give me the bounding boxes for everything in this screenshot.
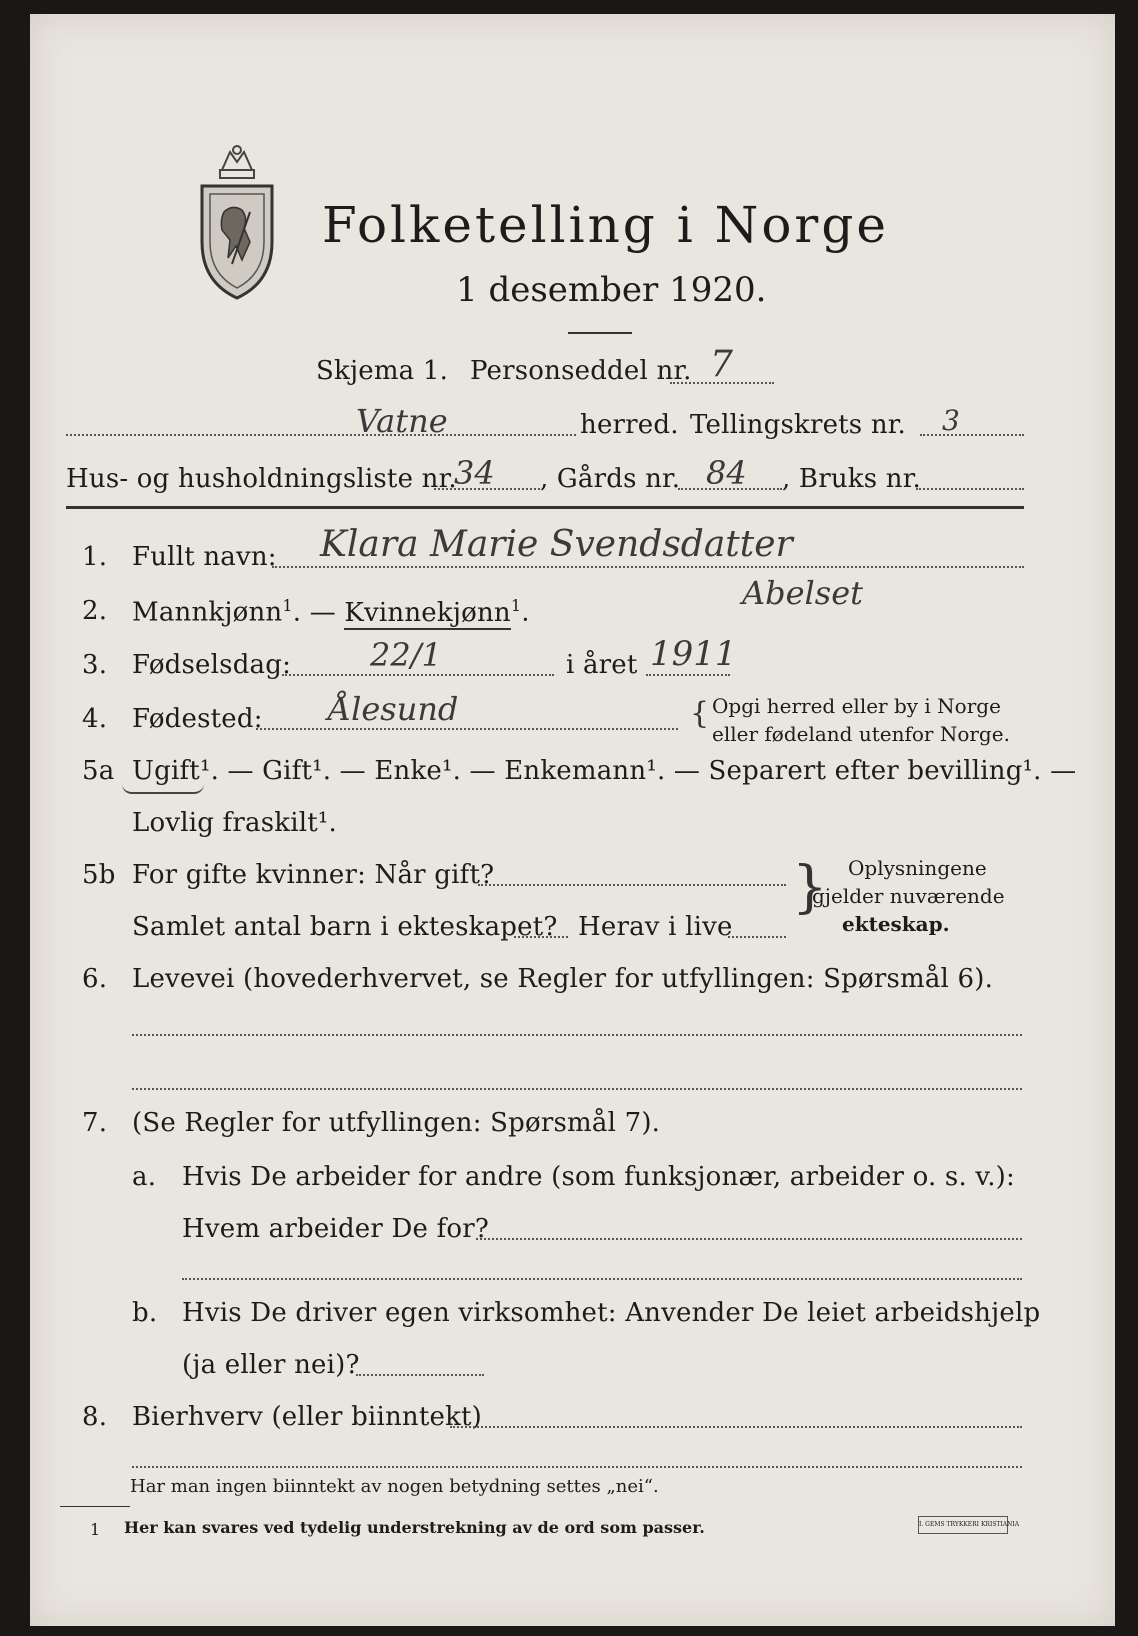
tellingskrets-field: [920, 434, 1024, 436]
q7b-number: b.: [132, 1298, 158, 1328]
q5b-line-2a: Samlet antal barn i ekteskapet?: [132, 912, 558, 942]
q4-brace-icon: {: [690, 696, 710, 731]
q3-value: 22/1: [370, 636, 442, 674]
q5b-line-2b: Herav i live: [578, 912, 733, 942]
q7-number: 7.: [82, 1108, 108, 1138]
q6-number: 6.: [82, 964, 108, 994]
q6-field-2: [132, 1088, 1022, 1090]
hus-label: Hus- og husholdningsliste nr.: [66, 464, 457, 494]
personseddel-value: 7: [710, 344, 733, 385]
q2-number: 2.: [82, 596, 108, 626]
q5b-number: 5b: [82, 860, 116, 890]
q8-field-2: [132, 1466, 1022, 1468]
q5b-brace-icon: }: [792, 855, 828, 920]
q4-field: [256, 728, 678, 730]
q6-label: Levevei (hovederhvervet, se Regler for utfyllingen: Spørsmål 6).: [132, 964, 994, 994]
tellingskrets-label: Tellingskrets nr.: [690, 410, 906, 440]
q3-number: 3.: [82, 650, 108, 680]
q5b-note-1: Oplysningene: [848, 856, 987, 880]
q7a-line-2: Hvem arbeider De for?: [182, 1214, 490, 1244]
footnote-number: 1: [90, 1520, 101, 1539]
gards-label: , Gårds nr.: [540, 464, 681, 494]
norway-coat-of-arms-icon: [192, 142, 282, 300]
footnote-rule: [60, 1506, 130, 1507]
bruks-field: [916, 488, 1024, 490]
q1-label: Fullt navn:: [132, 542, 277, 572]
q7a-line-1: Hvis De arbeider for andre (som funksjonær, arbeider o. s. v.):: [182, 1162, 1015, 1192]
q7a-field-2: [182, 1278, 1022, 1280]
footer-note: Har man ingen biinntekt av nogen betydning settes „nei“.: [130, 1476, 659, 1497]
q3-aaret-field: [646, 674, 730, 676]
q2-kvinne-option[interactable]: Kvinnekjønn: [344, 597, 511, 628]
q7b-field: [356, 1374, 484, 1376]
q7b-line-2: (ja eller nei)?: [182, 1350, 360, 1380]
herred-field: [66, 434, 576, 436]
q7-label: (Se Regler for utfyllingen: Spørsmål 7).: [132, 1108, 661, 1138]
personseddel-label: Personseddel nr.: [470, 356, 692, 386]
q1-value: Klara Marie Svendsdatter: [320, 524, 793, 565]
q5b-note-2: gjelder nuværende: [812, 884, 1005, 908]
q4-value: Ålesund: [328, 690, 459, 728]
q5b-note-3: ekteskap.: [842, 912, 950, 936]
footnote-text: Her kan svares ved tydelig understrekning av de ord som passer.: [124, 1518, 705, 1537]
q3-field: [282, 674, 554, 676]
schema-label: Skjema 1.: [316, 356, 449, 386]
q5a-line-2: Lovlig fraskilt¹.: [132, 808, 337, 838]
herred-label: herred.: [580, 410, 679, 440]
bruks-label: , Bruks nr.: [782, 464, 921, 494]
q4-note-2: eller fødeland utenfor Norge.: [712, 722, 1010, 746]
q2-mann-option[interactable]: Mannkjønn: [132, 597, 283, 628]
q4-number: 4.: [82, 704, 108, 734]
q5b-live-field: [728, 936, 786, 938]
page-title: Folketelling i Norge: [322, 196, 889, 254]
q3-aaret-label: i året: [566, 650, 638, 680]
q4-note-1: Opgi herred eller by i Norge: [712, 694, 1001, 718]
q1-number: 1.: [82, 542, 108, 572]
q5a-ugift-underline: [122, 784, 204, 794]
q3-label: Fødselsdag:: [132, 650, 292, 680]
q5b-barn-field: [514, 936, 568, 938]
q3-aaret-value: 1911: [650, 634, 737, 674]
q1-field: [272, 566, 1024, 568]
q8-label: Bierhverv (eller biinntekt): [132, 1402, 483, 1432]
q7a-field-1: [476, 1238, 1022, 1240]
q2-options: Mannkjønn$^1$. — Kvinnekjønn$^1$.: [132, 596, 530, 628]
census-form-sheet: [30, 14, 1115, 1626]
tellingskrets-value: 3: [942, 404, 960, 437]
gards-value: 84: [706, 454, 747, 492]
q5b-naar-gift-field: [478, 884, 786, 886]
q4-label: Fødested:: [132, 704, 263, 734]
printer-stamp: I. GEMS TRYKKERI KRISTIANIA: [918, 1516, 1008, 1534]
title-divider: [568, 332, 632, 334]
q5a-number: 5a: [82, 756, 115, 786]
q7b-line-1: Hvis De driver egen virksomhet: Anvender De leiet arbeidshjelp: [182, 1298, 1041, 1328]
q1-value-2: Abelset: [742, 574, 863, 612]
header-separator: [66, 506, 1024, 509]
q6-field-1: [132, 1034, 1022, 1036]
herred-value: Vatne: [356, 402, 448, 440]
q5b-line-1: For gifte kvinner: Når gift?: [132, 860, 495, 890]
q5a-line-1: Ugift¹. — Gift¹. — Enke¹. — Enkemann¹. — Separert efter bevilling¹. —: [132, 756, 1077, 786]
census-date: 1 desember 1920.: [456, 270, 767, 310]
q7a-number: a.: [132, 1162, 157, 1192]
hus-value: 34: [454, 454, 495, 492]
q8-field-1: [450, 1426, 1022, 1428]
q8-number: 8.: [82, 1402, 108, 1432]
